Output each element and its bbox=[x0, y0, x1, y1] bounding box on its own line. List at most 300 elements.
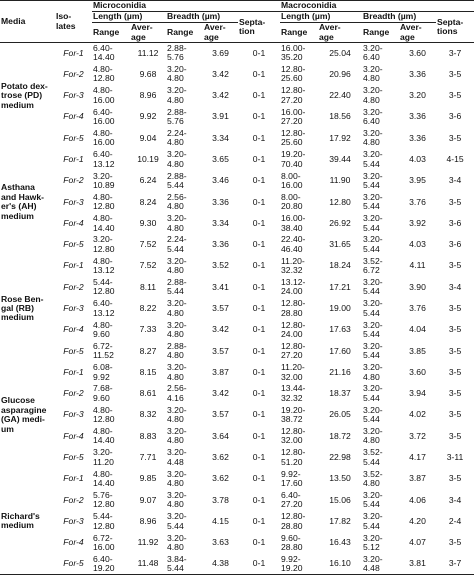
header-microconidia: Microconidia bbox=[92, 1, 280, 12]
isolate-cell: For-5 bbox=[63, 558, 84, 569]
mi-br-range-cell: 3.20- 5.44 bbox=[167, 511, 187, 531]
mi-len-range-cell: 7.68- 9.60 bbox=[93, 383, 113, 403]
ma-sep-cell: 3-5 bbox=[448, 196, 462, 207]
mi-len-avg-cell: 7.71 bbox=[139, 452, 157, 463]
ma-len-range-cell: 11.20- 32.32 bbox=[281, 255, 305, 276]
mi-sep-cell: 0-1 bbox=[252, 111, 266, 122]
isolate-cell: For-3 bbox=[63, 90, 84, 101]
ma-br-avg-cell: 3.36 bbox=[409, 68, 426, 79]
ma-len-range-cell: 12.80- 25.60 bbox=[281, 64, 306, 84]
ma-br-avg-cell: 4.06 bbox=[409, 494, 426, 505]
mi-len-avg-cell: 11.92 bbox=[137, 537, 159, 548]
mi-len-avg-cell: 11.48 bbox=[137, 558, 159, 569]
ma-len-avg-cell: 18.24 bbox=[329, 260, 351, 271]
mi-sep-cell: 0-1 bbox=[252, 558, 266, 569]
media-label: Glucose asparagine (GA) medi- um bbox=[1, 395, 47, 434]
ma-sep-cell: 3-5 bbox=[448, 537, 462, 548]
mi-br-avg-cell: 3.62 bbox=[212, 452, 229, 463]
isolate-cell: For-3 bbox=[63, 303, 84, 313]
mi-len-range-cell: 6.40- 19.20 bbox=[93, 553, 115, 574]
isolate-cell: For-1 bbox=[63, 153, 84, 164]
mi-len-range-cell: 5.44- 12.80 bbox=[93, 277, 115, 297]
ma-sep-cell: 3-5 bbox=[448, 409, 462, 420]
ma-len-range-cell: 8.00- 20.80 bbox=[281, 191, 303, 212]
mi-len-avg-cell: 9.92 bbox=[139, 111, 157, 122]
mi-len-avg-cell: 6.24 bbox=[139, 175, 157, 186]
table-row bbox=[0, 362, 474, 383]
mi-sep-cell: 0-1 bbox=[252, 473, 266, 484]
ma-br-range-cell: 3.20- 4.48 bbox=[363, 553, 383, 574]
ma-len-avg-cell: 20.96 bbox=[329, 68, 351, 79]
isolate-cell: For-3 bbox=[63, 515, 84, 526]
mi-br-avg-cell: 3.34 bbox=[212, 217, 229, 228]
mi-br-avg-cell: 3.52 bbox=[212, 260, 229, 271]
mi-br-range-cell: 3.20- 4.80 bbox=[167, 532, 187, 552]
mi-sep-cell: 0-1 bbox=[252, 196, 266, 207]
mi-br-avg-cell: 3.42 bbox=[212, 68, 229, 79]
isolate-cell: For-2 bbox=[63, 175, 84, 186]
isolate-cell: For-3 bbox=[63, 196, 84, 207]
mi-br-avg-cell: 3.62 bbox=[212, 473, 229, 484]
isolate-cell: For-4 bbox=[63, 217, 84, 228]
ma-len-range-cell: 16.00- 27.20 bbox=[281, 106, 306, 127]
mi-len-avg-cell: 8.96 bbox=[139, 90, 157, 101]
ma-sep-cell: 3-4 bbox=[448, 175, 462, 186]
ma-len-avg-cell: 17.63 bbox=[329, 324, 351, 335]
media-label-cell bbox=[0, 255, 55, 361]
mi-br-avg-cell: 3.57 bbox=[212, 345, 229, 356]
ma-len-range-cell: 9.92- 17.60 bbox=[281, 468, 303, 489]
ma-len-avg-cell: 16.43 bbox=[329, 537, 351, 548]
mi-br-range-cell: 3.20- 4.80 bbox=[167, 213, 187, 233]
ma-len-range-cell: 16.00- 35.20 bbox=[281, 42, 306, 63]
mi-sep-cell: 0-1 bbox=[252, 175, 266, 186]
ma-br-range-cell: 3.20- 5.44 bbox=[363, 511, 383, 531]
ma-len-avg-cell: 18.72 bbox=[329, 430, 351, 441]
ma-len-range-cell: 12.80- 27.20 bbox=[281, 340, 306, 361]
ma-len-avg-cell: 19.00 bbox=[329, 303, 351, 313]
mi-br-range-cell: 2.88- 5.44 bbox=[167, 277, 187, 297]
ma-br-avg-cell: 3.36 bbox=[409, 111, 426, 122]
ma-len-avg-cell: 18.56 bbox=[329, 111, 351, 122]
ma-br-range-cell: 3.20- 5.44 bbox=[363, 170, 383, 190]
ma-len-avg-cell: 26.92 bbox=[329, 217, 351, 228]
isolate-cell: For-1 bbox=[63, 260, 84, 271]
header-micro-breadth: Breadth (µm) bbox=[166, 12, 238, 23]
mi-len-range-cell: 4.80- 9.60 bbox=[93, 319, 113, 339]
mi-br-avg-cell: 3.91 bbox=[212, 111, 229, 122]
ma-sep-cell: 3-5 bbox=[448, 366, 462, 377]
mi-len-avg-cell: 8.15 bbox=[139, 366, 157, 377]
mi-sep-cell: 0-1 bbox=[252, 515, 266, 526]
mi-len-range-cell: 6.40- 13.12 bbox=[93, 298, 115, 318]
mi-len-avg-cell: 8.27 bbox=[139, 345, 157, 356]
ma-sep-cell: 3-5 bbox=[448, 303, 462, 313]
mi-br-range-cell: 3.20- 4.80 bbox=[167, 298, 187, 318]
ma-len-avg-cell: 16.10 bbox=[329, 558, 351, 569]
header-micro-septation: Septa- tion bbox=[239, 16, 266, 36]
mi-len-range-cell: 6.40- 16.00 bbox=[93, 106, 115, 127]
ma-br-avg-cell: 3.92 bbox=[409, 217, 426, 228]
ma-br-range-cell: 3.20- 5.44 bbox=[363, 191, 383, 212]
mi-len-avg-cell: 7.33 bbox=[139, 324, 157, 335]
mi-br-avg-cell: 3.36 bbox=[212, 239, 229, 250]
mi-br-avg-cell: 3.65 bbox=[212, 153, 229, 164]
ma-br-avg-cell: 3.95 bbox=[409, 175, 426, 186]
isolate-cell: For-4 bbox=[63, 430, 84, 441]
ma-br-range-cell: 3.20- 4.80 bbox=[363, 64, 383, 84]
ma-br-avg-cell: 3.60 bbox=[409, 366, 426, 377]
media-label: Potato dex- trose (PD) medium bbox=[1, 80, 48, 110]
ma-sep-cell: 3-5 bbox=[448, 430, 462, 441]
mi-sep-cell: 0-1 bbox=[252, 537, 266, 548]
mi-len-range-cell: 4.80- 13.12 bbox=[93, 255, 115, 276]
ma-br-range-cell: 3.20- 5.44 bbox=[363, 404, 383, 425]
isolate-cell: For-3 bbox=[63, 409, 84, 420]
table-row bbox=[0, 106, 474, 127]
header-isolates: Iso- lates bbox=[56, 11, 76, 31]
ma-len-avg-cell: 25.04 bbox=[329, 47, 351, 58]
table-row bbox=[0, 426, 474, 447]
mi-sep-cell: 0-1 bbox=[252, 303, 266, 313]
ma-len-avg-cell: 17.92 bbox=[329, 132, 351, 143]
ma-br-avg-cell: 4.11 bbox=[409, 260, 426, 271]
table-row bbox=[0, 298, 474, 319]
table-row bbox=[0, 341, 474, 362]
ma-sep-cell: 3-11 bbox=[446, 452, 464, 463]
table-row bbox=[0, 319, 474, 340]
ma-br-range-cell: 3.20- 5.44 bbox=[363, 383, 383, 403]
mi-sep-cell: 0-1 bbox=[252, 217, 266, 228]
ma-len-range-cell: 11.20- 32.00 bbox=[281, 362, 305, 382]
mi-br-avg-cell: 3.46 bbox=[212, 175, 229, 186]
mi-br-range-cell: 2.56- 4.16 bbox=[167, 383, 187, 403]
mi-br-range-cell: 3.20- 4.80 bbox=[167, 319, 187, 339]
table-row bbox=[0, 43, 474, 64]
ma-br-range-cell: 3.20- 6.40 bbox=[363, 106, 383, 127]
isolate-cell: For-5 bbox=[63, 452, 84, 463]
mi-len-range-cell: 4.80- 14.40 bbox=[93, 213, 115, 233]
header-macro-length-average: Aver- age bbox=[319, 22, 341, 42]
mi-len-avg-cell: 8.96 bbox=[139, 515, 157, 526]
mi-sep-cell: 0-1 bbox=[252, 281, 266, 292]
mi-len-avg-cell: 9.30 bbox=[139, 217, 157, 228]
mi-len-range-cell: 4.80- 12.80 bbox=[93, 191, 115, 212]
ma-sep-cell: 3-5 bbox=[448, 132, 462, 143]
mi-len-avg-cell: 8.11 bbox=[139, 281, 157, 292]
ma-br-range-cell: 3.20- 5.44 bbox=[363, 319, 383, 339]
mi-sep-cell: 0-1 bbox=[252, 409, 266, 420]
ma-len-avg-cell: 22.40 bbox=[329, 90, 351, 101]
ma-len-avg-cell: 11.90 bbox=[329, 175, 351, 186]
mi-br-range-cell: 3.20- 4.80 bbox=[167, 468, 187, 489]
header-macro-breadth-range: Range bbox=[363, 26, 390, 37]
ma-sep-cell: 3-6 bbox=[448, 239, 462, 250]
ma-br-range-cell: 3.20- 5.44 bbox=[363, 489, 383, 510]
media-label-cell bbox=[0, 43, 55, 149]
ma-sep-cell: 3-6 bbox=[448, 217, 462, 228]
ma-br-range-cell: 3.20- 5.44 bbox=[363, 277, 383, 297]
table-row bbox=[0, 149, 474, 170]
ma-br-avg-cell: 3.85 bbox=[409, 345, 426, 356]
mi-len-avg-cell: 8.83 bbox=[139, 430, 157, 441]
ma-len-avg-cell: 26.05 bbox=[329, 409, 351, 420]
mi-br-range-cell: 3.20- 4.80 bbox=[167, 489, 187, 510]
mi-len-avg-cell: 7.52 bbox=[139, 260, 157, 271]
header-macro-length: Length (µm) bbox=[280, 12, 362, 23]
mi-br-range-cell: 3.20- 4.80 bbox=[167, 404, 187, 425]
mi-sep-cell: 0-1 bbox=[252, 47, 266, 58]
mi-len-range-cell: 4.80- 12.80 bbox=[93, 64, 115, 84]
mi-len-avg-cell: 8.24 bbox=[139, 196, 157, 207]
isolate-cell: For-1 bbox=[63, 473, 84, 484]
ma-sep-cell: 3-5 bbox=[448, 324, 462, 335]
mi-len-range-cell: 6.40- 13.12 bbox=[93, 149, 115, 169]
table-row bbox=[0, 213, 474, 234]
ma-len-avg-cell: 12.80 bbox=[329, 196, 351, 207]
table-row bbox=[0, 554, 474, 575]
ma-br-avg-cell: 3.87 bbox=[409, 473, 426, 484]
ma-br-avg-cell: 3.36 bbox=[409, 132, 426, 143]
ma-len-range-cell: 8.00- 16.00 bbox=[281, 170, 303, 190]
mi-br-range-cell: 2.24- 4.80 bbox=[167, 127, 187, 148]
ma-len-avg-cell: 22.98 bbox=[329, 452, 351, 463]
ma-len-range-cell: 22.40- 46.40 bbox=[281, 234, 306, 254]
mi-br-avg-cell: 3.42 bbox=[212, 324, 229, 335]
ma-br-range-cell: 3.20- 5.44 bbox=[363, 298, 383, 318]
mi-len-range-cell: 5.76- 12.80 bbox=[93, 489, 115, 510]
ma-sep-cell: 3-5 bbox=[448, 260, 462, 271]
ma-sep-cell: 3-5 bbox=[448, 68, 462, 79]
mi-len-range-cell: 4.80- 14.40 bbox=[93, 468, 115, 489]
mi-br-range-cell: 3.20- 4.80 bbox=[167, 64, 187, 84]
ma-len-avg-cell: 17.82 bbox=[329, 515, 351, 526]
header-media: Media bbox=[1, 15, 26, 26]
header-micro-length-range: Range bbox=[93, 26, 120, 37]
ma-br-range-cell: 3.20- 5.12 bbox=[363, 532, 383, 552]
header-micro-length-average: Aver- age bbox=[131, 22, 153, 42]
mi-br-avg-cell: 3.78 bbox=[212, 494, 229, 505]
mi-sep-cell: 0-1 bbox=[252, 430, 266, 441]
mi-len-avg-cell: 9.04 bbox=[139, 132, 157, 143]
mi-len-range-cell: 3.20- 10.89 bbox=[93, 170, 115, 190]
ma-br-avg-cell: 4.17 bbox=[409, 452, 426, 463]
isolate-cell: For-2 bbox=[63, 494, 84, 505]
mi-br-avg-cell: 4.38 bbox=[212, 558, 229, 569]
mi-len-range-cell: 3.20- 11.20 bbox=[93, 447, 114, 467]
isolate-cell: For-2 bbox=[63, 281, 84, 292]
mi-br-range-cell: 2.24- 5.44 bbox=[167, 234, 187, 254]
ma-len-range-cell: 12.80- 27.20 bbox=[281, 85, 306, 105]
ma-br-range-cell: 3.20- 4.80 bbox=[363, 426, 383, 446]
table-row bbox=[0, 64, 474, 85]
isolate-cell: For-2 bbox=[63, 68, 84, 79]
mi-sep-cell: 0-1 bbox=[252, 388, 266, 399]
ma-br-range-cell: 3.20- 5.44 bbox=[363, 340, 383, 361]
ma-len-range-cell: 12.80- 28.80 bbox=[281, 298, 306, 318]
mi-br-avg-cell: 3.57 bbox=[212, 303, 229, 313]
ma-br-avg-cell: 3.20 bbox=[409, 90, 426, 101]
media-label-cell bbox=[0, 362, 55, 468]
mi-br-range-cell: 3.20- 4.80 bbox=[167, 362, 187, 382]
ma-sep-cell: 2-4 bbox=[448, 515, 462, 526]
ma-br-range-cell: 3.20- 4.80 bbox=[363, 85, 383, 105]
table-row bbox=[0, 532, 474, 553]
header-micro-length: Length (µm) bbox=[92, 12, 166, 23]
ma-sep-cell: 3-4 bbox=[448, 281, 462, 292]
ma-len-range-cell: 19.20- 38.72 bbox=[281, 404, 306, 425]
header-macro-length-range: Range bbox=[281, 26, 308, 37]
mi-br-range-cell: 2.88- 4.80 bbox=[167, 340, 187, 361]
ma-br-avg-cell: 4.03 bbox=[409, 239, 426, 250]
mi-br-avg-cell: 3.42 bbox=[212, 90, 229, 101]
mi-br-range-cell: 3.20- 4.80 bbox=[167, 149, 187, 169]
header-macro-breadth-average: Aver- age bbox=[400, 22, 422, 42]
ma-len-avg-cell: 17.21 bbox=[329, 281, 351, 292]
ma-len-range-cell: 12.80- 28.80 bbox=[281, 511, 306, 531]
mi-len-range-cell: 5.44- 12.80 bbox=[93, 511, 115, 531]
ma-len-avg-cell: 21.16 bbox=[329, 366, 351, 377]
mi-len-range-cell: 6.72- 16.00 bbox=[93, 532, 115, 552]
media-label: Richard's medium bbox=[1, 511, 40, 531]
mi-sep-cell: 0-1 bbox=[252, 153, 266, 164]
mi-len-range-cell: 3.20- 12.80 bbox=[93, 234, 115, 254]
ma-br-range-cell: 3.20- 5.44 bbox=[363, 149, 383, 169]
ma-len-avg-cell: 13.50 bbox=[329, 473, 351, 484]
mi-len-avg-cell: 9.07 bbox=[139, 494, 157, 505]
mi-sep-cell: 0-1 bbox=[252, 260, 266, 271]
isolate-cell: For-1 bbox=[63, 366, 84, 377]
mi-br-range-cell: 2.88- 5.76 bbox=[167, 42, 187, 63]
table-row bbox=[0, 511, 474, 532]
table-row bbox=[0, 405, 474, 426]
ma-len-avg-cell: 31.65 bbox=[329, 239, 351, 250]
mi-len-range-cell: 6.72- 11.52 bbox=[93, 340, 114, 361]
mi-br-range-cell: 2.56- 4.80 bbox=[167, 191, 187, 212]
header-macroconidia: Macroconidia bbox=[280, 1, 474, 12]
mi-br-avg-cell: 3.69 bbox=[212, 47, 229, 58]
mi-br-range-cell: 2.88- 5.44 bbox=[167, 170, 187, 190]
mi-br-range-cell: 3.20- 4.80 bbox=[167, 255, 187, 276]
ma-len-avg-cell: 18.37 bbox=[329, 388, 351, 399]
mi-len-avg-cell: 8.32 bbox=[139, 409, 157, 420]
ma-br-avg-cell: 3.76 bbox=[409, 303, 426, 313]
mi-sep-cell: 0-1 bbox=[252, 90, 266, 101]
mi-len-range-cell: 4.80- 16.00 bbox=[93, 85, 115, 105]
ma-br-avg-cell: 3.90 bbox=[409, 281, 426, 292]
ma-len-avg-cell: 15.06 bbox=[329, 494, 351, 505]
ma-len-range-cell: 12.80- 24.00 bbox=[281, 319, 306, 339]
mi-br-range-cell: 3.20- 4.80 bbox=[167, 85, 187, 105]
ma-br-avg-cell: 4.07 bbox=[409, 537, 426, 548]
mi-sep-cell: 0-1 bbox=[252, 452, 266, 463]
mi-len-avg-cell: 7.52 bbox=[139, 239, 157, 250]
isolate-cell: For-5 bbox=[63, 239, 84, 250]
ma-len-range-cell: 12.80- 25.60 bbox=[281, 127, 306, 148]
mi-len-range-cell: 4.80- 16.00 bbox=[93, 127, 115, 148]
mi-br-range-cell: 3.84- 5.44 bbox=[167, 553, 187, 574]
mi-br-avg-cell: 3.63 bbox=[212, 537, 229, 548]
isolate-cell: For-4 bbox=[63, 537, 84, 548]
header-macro-septations: Septa- tions bbox=[437, 16, 464, 36]
ma-br-range-cell: 3.20- 6.40 bbox=[363, 42, 383, 63]
mi-len-range-cell: 6.08- 9.92 bbox=[93, 362, 113, 382]
ma-br-avg-cell: 3.72 bbox=[409, 430, 426, 441]
isolate-cell: For-5 bbox=[63, 132, 84, 143]
ma-br-avg-cell: 4.03 bbox=[409, 153, 426, 164]
mi-br-avg-cell: 3.64 bbox=[212, 430, 229, 441]
mi-sep-cell: 0-1 bbox=[252, 132, 266, 143]
ma-len-avg-cell: 39.44 bbox=[329, 153, 351, 164]
ma-br-avg-cell: 4.20 bbox=[409, 515, 426, 526]
table-row bbox=[0, 234, 474, 255]
table-row bbox=[0, 468, 474, 489]
table-row bbox=[0, 447, 474, 468]
ma-br-avg-cell: 4.04 bbox=[409, 324, 426, 335]
ma-br-avg-cell: 4.02 bbox=[409, 409, 426, 420]
mi-br-range-cell: 2.88- 5.76 bbox=[167, 106, 187, 127]
mi-len-range-cell: 6.40- 14.40 bbox=[93, 42, 115, 63]
mi-br-avg-cell: 3.34 bbox=[212, 132, 229, 143]
mi-len-avg-cell: 8.61 bbox=[139, 388, 157, 399]
table-row bbox=[0, 277, 474, 298]
ma-sep-cell: 3-5 bbox=[448, 345, 462, 356]
isolate-cell: For-2 bbox=[63, 388, 84, 399]
ma-sep-cell: 3-4 bbox=[448, 494, 462, 505]
table-row bbox=[0, 192, 474, 213]
isolate-cell: For-4 bbox=[63, 111, 84, 122]
ma-br-range-cell: 3.20- 4.80 bbox=[363, 362, 383, 382]
ma-br-avg-cell: 3.94 bbox=[409, 388, 426, 399]
mi-br-avg-cell: 3.42 bbox=[212, 388, 229, 399]
mi-br-range-cell: 3.20- 4.80 bbox=[167, 426, 187, 446]
ma-br-range-cell: 3.20- 4.80 bbox=[363, 127, 383, 148]
isolate-cell: For-4 bbox=[63, 324, 84, 335]
mi-len-avg-cell: 10.19 bbox=[137, 153, 159, 164]
header-micro-breadth-average: Aver- age bbox=[204, 22, 226, 42]
mi-br-avg-cell: 3.36 bbox=[212, 196, 229, 207]
table-row bbox=[0, 85, 474, 106]
mi-len-avg-cell: 9.68 bbox=[139, 68, 157, 79]
ma-sep-cell: 4-15 bbox=[446, 153, 464, 164]
ma-br-range-cell: 3.20- 5.44 bbox=[363, 234, 383, 254]
media-label: Asthana and Hawk- er's (AH) medium bbox=[1, 182, 44, 221]
ma-br-range-cell: 3.52- 4.80 bbox=[363, 468, 383, 489]
ma-br-avg-cell: 3.81 bbox=[409, 558, 426, 569]
ma-len-range-cell: 13.12- 24.00 bbox=[281, 277, 306, 297]
ma-len-range-cell: 16.00- 38.40 bbox=[281, 213, 306, 233]
mi-sep-cell: 0-1 bbox=[252, 494, 266, 505]
mi-len-avg-cell: 9.85 bbox=[139, 473, 157, 484]
mi-br-avg-cell: 4.15 bbox=[212, 515, 229, 526]
isolate-cell: For-1 bbox=[63, 47, 84, 58]
mi-br-avg-cell: 3.87 bbox=[212, 366, 229, 377]
mi-len-range-cell: 4.80- 12.80 bbox=[93, 404, 115, 425]
mi-sep-cell: 0-1 bbox=[252, 324, 266, 335]
header-macro-breadth: Breadth (µm) bbox=[362, 12, 436, 23]
ma-len-range-cell: 9.92- 19.20 bbox=[281, 553, 303, 574]
mi-sep-cell: 0-1 bbox=[252, 68, 266, 79]
ma-len-range-cell: 12.80- 51.20 bbox=[281, 447, 306, 467]
table-row bbox=[0, 170, 474, 191]
header-micro-breadth-range: Range bbox=[167, 26, 194, 37]
mi-br-avg-cell: 3.41 bbox=[212, 281, 229, 292]
ma-br-range-cell: 3.52- 5.44 bbox=[363, 447, 383, 467]
ma-len-range-cell: 13.44- 32.32 bbox=[281, 383, 306, 403]
mi-len-range-cell: 4.80- 14.40 bbox=[93, 426, 115, 446]
ma-br-avg-cell: 3.60 bbox=[409, 47, 426, 58]
mi-br-range-cell: 3.20- 4.48 bbox=[167, 447, 187, 467]
